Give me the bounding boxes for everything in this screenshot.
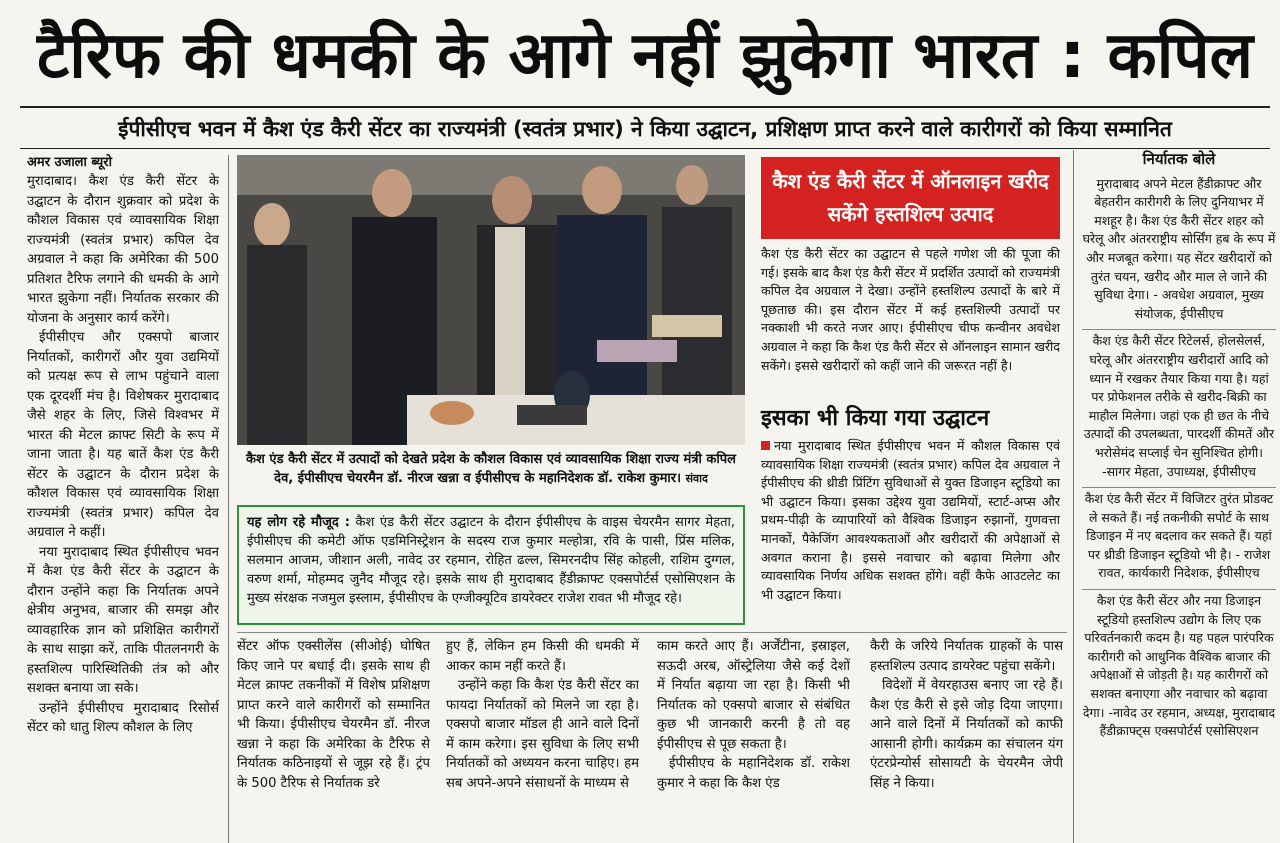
headline-rule — [20, 106, 1270, 108]
news-photo — [237, 155, 745, 445]
sidebar-divider — [1073, 150, 1074, 843]
bottom-col1-para: सेंटर ऑफ एक्सीलेंस (सीओई) घोषित किए जाने पर बधाई दी। इसके साथ ही मेटल क्राफ्ट तकनीकों में विशेष प्रशिक्षण प्राप्त करने वाले कारीगरों को सम्मानित भी किया। ईपीसीएच चेयरमैन डॉ. नीरज खन्ना ने कहा कि अमेरिका के टैरिफ से निर्यातक कठिनाइयों से जूझ रहे हैं। ट्रंप के 500 टैरिफ से निर्यातक डरे — [237, 639, 430, 791]
sidebar-quote: कैश एंड कैरी सेंटर रिटेलर्स, होलसेलर्स, घरेलू और अंतरराष्ट्रीय खरीदारों आदि को ध्यान में रखकर तैयार किया गया है। यहां पर प्रोफेशनल तरीके से खरीद-बिक्री का माहौल मिलेगा। जहां एक ही छत के नीचे उत्पादों की उपलब्धता, पारदर्शी कीमतें और भरोसेमंद सप्लाई चेन सुनिश्चित होगी। -सागर मेहता, उपाध्यक्ष, ईपीसीएच — [1082, 330, 1276, 488]
col1-para-4: उन्होंने ईपीसीएच मुरादाबाद रिसोर्स सेंटर को धातु शिल्प कौशल के लिए — [27, 700, 219, 735]
bottom-column-3 — [657, 637, 850, 843]
bottom-column-1 — [237, 637, 430, 843]
col1-para-3: नया मुरादाबाद स्थित ईपीसीएच भवन में कैश एंड कैरी सेंटर के उद्घाटन के दौरान उन्होंने कहा कि निर्यातक अपने क्षेत्रीय अनुभव, बाजार की समझ और व्यावहारिक ज्ञान को प्रशिक्षित कारीगरों के साथ साझा करें, ताकि पीतलनगरी के हस्तशिल्प पारिस्थितिकी तंत्र को और सशक्त बनाया जा सके। — [27, 544, 219, 696]
bottom-col3-para-2: ईपीसीएच के महानिदेशक डॉ. राकेश कुमार ने कहा कि कैश एंड — [657, 756, 850, 791]
byline: अमर उजाला ब्यूरो — [27, 155, 112, 170]
online-purchase-text: कैश एंड कैरी सेंटर का उद्घाटन से पहले गणेश जी की पूजा की गई। इसके बाद कैश एंड कैरी सेंटर में प्रदर्शित उत्पादों को राज्यमंत्री कपिल देव अग्रवाल ने देखा। उन्होंने हस्तशिल्प उत्पादों के बारे में पूछताछ की। इस दौरान सेंटर में कई हस्तशिल्पी उत्पादों पर नक्काशी भी करते नजर आए। ईपीसीएच चीफ कन्वीनर अवधेश अग्रवाल ने कहा कि कैश एंड कैरी सेंटर से ऑनलाइन सामान खरीद सकेंगे। इससे खरीदारों को कहीं जाने की जरूरत नहीं है। — [761, 246, 1060, 373]
bottom-col3-para-1: काम करते आए हैं। अर्जेंटीना, इस्राइल, सऊदी अरब, ऑस्ट्रेलिया जैसे कई देशों में निर्यात बढ़ाया जा रहा है। किसी भी निर्यातक को एक्सपो बाजार से संबंधित कुछ भी जानकारी करनी है तो वह ईपीसीएच से पूछ सकता है। — [657, 639, 850, 752]
sidebar-title: निर्यातक बोले — [1142, 150, 1216, 168]
photo-illustration — [237, 155, 745, 445]
present-label: यह लोग रहे मौजूद : — [247, 515, 350, 530]
col1-para-2: ईपीसीएच और एक्सपो बाजार निर्यातकों, कारीगरों और युवा उद्यमियों को प्रत्यक्ष रूप से लाभ पहुंचाने वाला एक दूरदर्शी मंच है। विशेषकर मुरादाबाद जैसे शहर के लिए, जिसे विश्वभर में भारत की मेटल क्राफ्ट सिटी के रूप में जाना जाता है। यह बातें कैश एंड कैरी सेंटर के उद्घाटन के दौरान प्रदेश के कौशल विकास एवं व्यावसायिक शिक्षा राज्यमंत्री (स्वतंत्र प्रभार) कपिल देव अग्रवाल ने कहीं। — [27, 330, 219, 540]
subheadline: ईपीसीएच भवन में कैश एंड कैरी सेंटर का राज्यमंत्री (स्वतंत्र प्रभार) ने किया उद्घाटन, प्रशिक्षण प्राप्त करने वाले कारीगरों को किया सम्मानित — [118, 117, 1172, 141]
online-purchase-column — [761, 245, 1060, 395]
sidebar-quote: कैश एंड कैरी सेंटर और नया डिजाइन स्टूडियो हस्तशिल्प उद्योग के लिए एक परिवर्तनकारी कदम है। यह पहल पारंपरिक कारीगरी को आधुनिक वैश्विक बाजार की अपेक्षाओं से जोड़ती है। यह कारीगरों को सशक्त बनाएगा और नवाचार को बढ़ावा देगा। -नावेद उर रहमान, अध्यक्ष, मुरादाबाद हैंडीक्राफ्ट्स एक्सपोर्टर्स एसोसिएशन — [1082, 593, 1276, 739]
bottom-col4-para-1: कैरी के जरिये निर्यातक ग्राहकों के पास हस्तशिल्प उत्पाद डायरेक्ट पहुंचा सकेंगे। — [870, 639, 1063, 674]
online-purchase-heading: कैश एंड कैरी सेंटर में ऑनलाइन खरीद सकेंगे हस्तशिल्प उत्पाद — [761, 157, 1060, 239]
sidebar-quote: कैश एंड कैरी सेंटर में विजिटर तुरंत प्रोडक्ट ले सकते हैं। नई तकनीकी सपोर्ट के साथ डिजाइन में नए बदलाव कर सकते हैं। यहां पर थ्रीडी डिजाइन स्टूडियो भी है। - राजेश रावत, कार्यकारी निदेशक, ईपीसीएच — [1082, 488, 1276, 590]
column-divider — [228, 155, 229, 843]
sidebar-quote: मुरादाबाद अपने मेटल हैंडीक्राफ्ट और बेहतरीन कारीगरी के लिए दुनियाभर में मशहूर है। कैश एंड कैरी सेंटर शहर को घरेलू और अंतरराष्ट्रीय सोर्सिंग हब के रूप में और मजबूत करेगा। यह सेंटर खरीदारों को तुरंत चयन, खरीद और माल ले जाने की सुविधा देगा। - अवधेश अग्रवाल, मुख्य संयोजक, ईपीसीएच — [1082, 173, 1276, 331]
inauguration-text: नया मुरादाबाद स्थित ईपीसीएच भवन में कौशल विकास एवं व्यावसायिक शिक्षा राज्यमंत्री (स्वतंत्र प्रभार) कपिल देव अग्रवाल ने ईपीसीएच की थ्रीडी प्रिंटिंग सुविधाओं से युक्त डिजाइन स्टूडियो का भी उद्घाटन किया। इसका उद्देश्य युवा उद्यमियों, स्टार्ट-अप्स और प्रथम-पीढ़ी के व्यापारियों को वैश्विक डिजाइन रुझानों, गुणवत्ता मानकों, पैकेजिंग आवश्यकताओं और खरीदारों की अपेक्षाओं से अवगत कराना है। इससे नवाचार को बढ़ावा मिलेगा और व्यावसायिक निर्णय अधिक सशक्त होंगे। वहीं कैफे आउटलेट का भी उद्घाटन किया। — [761, 438, 1060, 602]
inauguration-column — [761, 437, 1060, 627]
bottom-rule — [237, 632, 1067, 633]
exporters-sidebar — [1082, 150, 1276, 747]
bottom-column-2 — [446, 637, 639, 843]
bottom-col2-para-1: हुए हैं, लेकिन हम किसी की धमकी में आकर काम नहीं करते हैं। — [446, 639, 639, 674]
photo-caption-text: कैश एंड कैरी सेंटर में उत्पादों को देखते प्रदेश के कौशल विकास एवं व्यावसायिक शिक्षा राज्य मंत्री कपिल देव, ईपीसीएच चेयरमैन डॉ. नीरज खन्ना व ईपीसीएच के महानिदेशक डॉ. राकेश कुमार। — [246, 452, 736, 486]
red-square-bullet — [761, 441, 770, 450]
inauguration-heading: इसका भी किया गया उद्घाटन — [761, 406, 990, 431]
present-box — [237, 505, 745, 625]
subhead-rule — [20, 148, 1270, 149]
photo-credit: संवाद — [685, 472, 708, 485]
col1-para-1: मुरादाबाद। कैश एंड कैरी सेंटर के उद्घाटन के दौरान शुक्रवार को प्रदेश के कौशल विकास एवं व्यावसायिक शिक्षा राज्यमंत्री (स्वतंत्र प्रभार) कपिल देव अग्रवाल ने कहा कि अमेरिका की 500 प्रतिशत टैरिफ लगाने की धमकी के आगे भारत झुकेगा नहीं। निर्यातक सरकार की योजना के अनुसार कार्य करेंगे। — [27, 174, 219, 326]
present-text: कैश एंड कैरी सेंटर उद्घाटन के दौरान ईपीसीएच के वाइस चेयरमैन सागर मेहता, ईपीसीएच की कमेटी ऑफ एडमिनिस्ट्रेशन के सदस्य राज कुमार मल्होत्रा, रवि के पासी, प्रिंस मलिक, सलमान आजम, जीशान अली, नावेद उर रहमान, रोहित ढल्ल, सिमरनदीप सिंह कोहली, राशिम दुग्गल, वरुण शर्मा, मोहम्मद जुनैद मौजूद रहे। इसके साथ ही मुरादाबाद हैंडीक्राफ्ट एक्सपोर्टर्स एसोसिएशन के मुख्य संरक्षक नजमुल इस्लाम, ईपीसीएच के एग्जीक्यूटिव डायरेक्टर राजेश रावत भी मौजूद रहे। — [247, 515, 736, 606]
photo-caption — [237, 450, 745, 488]
bottom-column-4 — [870, 637, 1063, 843]
headline: टैरिफ की धमकी के आगे नहीं झुकेगा भारत : कपिल — [36, 19, 1254, 93]
bottom-col2-para-2: उन्होंने कहा कि कैश एंड कैरी सेंटर का फायदा निर्यातकों को मिलने जा रहा है। एक्सपो बाजार मॉडल ही आने वाले दिनों में काम करेगा। इस सुविधा के लिए सभी निर्यातकों को अध्ययन करना चाहिए। हम सब अपने-अपने संसाधनों के माध्यम से — [446, 678, 639, 791]
bottom-col4-para-2: विदेशों में वेयरहाउस बनाए जा रहे हैं। कैश एंड कैरी से इसे जोड़ दिया जाएगा। आने वाले दिनों में निर्यातकों को काफी आसानी होगी। कार्यक्रम का संचालन यंग एंटरप्रेन्योर्स सोसायटी के चेयरमैन जेपी सिंह ने किया। — [870, 678, 1063, 791]
left-column — [27, 172, 219, 840]
